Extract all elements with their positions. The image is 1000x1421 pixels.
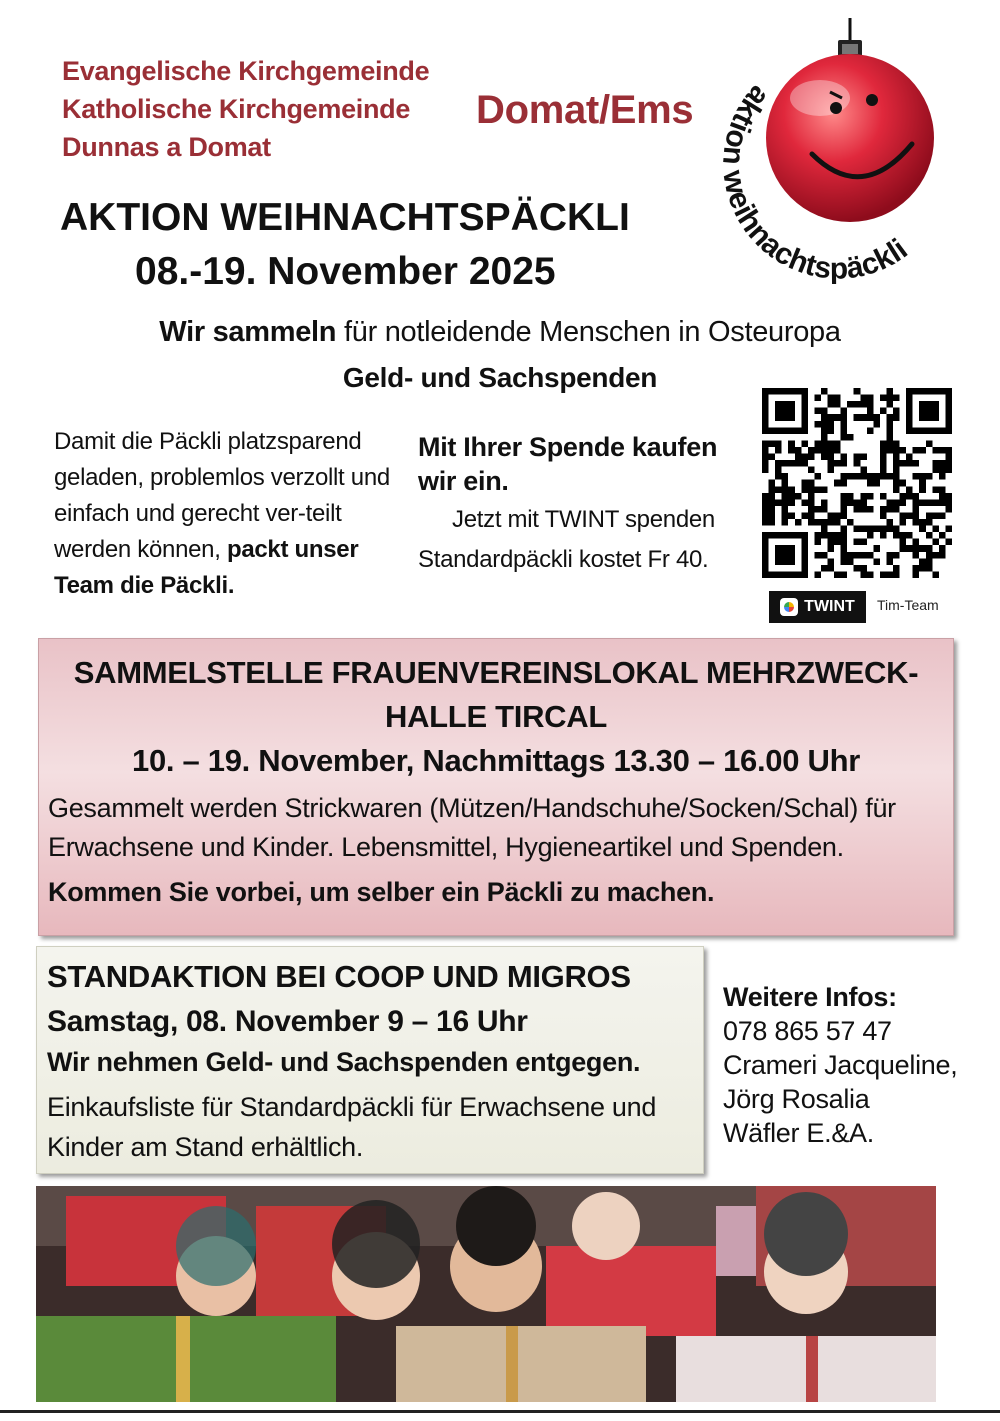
packing-bold: packt unser Team die Päckli. [54, 536, 359, 599]
logo-text: aktion weihnachtspäckli [716, 79, 914, 284]
place-name: Domat/Ems [476, 88, 694, 132]
twint-team: Tim-Team [877, 597, 939, 613]
price-text: Standardpäckli kostet Fr 40. [418, 546, 709, 573]
collection-invite: Kommen Sie vorbei, um selber ein Päckli zu machen. [48, 877, 715, 907]
twint-donate-text: Jetzt mit TWINT spenden [452, 506, 715, 533]
contact-heading: Weitere Infos: [723, 982, 897, 1012]
collection-text: Gesammelt werden Strickwaren (Mützen/Handschuhe/Socken/Schal) für Erwachsene und Kinder. Lebensmittel, Hygieneartikel und Spenden. [48, 793, 896, 862]
stand-sub: Wir nehmen Geld- und Sachspenden entgegen. [47, 1047, 641, 1077]
stand-text: Einkaufsliste für Standardpäckli für Erwachsene und Kinder am Stand erhältlich. [47, 1092, 657, 1162]
org-line: Evangelische Kirchgemeinde [62, 56, 430, 86]
collection-time: 10. – 19. November, Nachmittags 13.30 – 16.00 Uhr [132, 743, 860, 778]
contact-name: Crameri Jacqueline, [723, 1050, 958, 1080]
children-photo [36, 1186, 936, 1402]
page-title: AKTION WEIHNACHTSPÄCKLI [60, 196, 630, 239]
ornament-logo [712, 14, 952, 284]
organizations [62, 52, 429, 166]
twint-badge[interactable] [769, 591, 866, 623]
twint-logo-icon [780, 598, 798, 616]
qr-code[interactable] [762, 388, 952, 578]
bottom-rule [0, 1410, 1000, 1413]
contact-info [723, 980, 957, 1150]
purchase-heading: Mit Ihrer Spende kaufen wir ein. [418, 432, 718, 496]
stand-heading: STANDAKTION BEI COOP UND MIGROS [47, 959, 631, 994]
packing-text: Damit die Päckli platzsparend geladen, problemlos verzollt und einfach und gerecht ver-teilt werden können, [54, 428, 390, 563]
date-range: 08.-19. November 2025 [135, 250, 556, 293]
packing-paragraph [54, 424, 399, 604]
collect-rest: für notleidende Menschen in Osteuropa [336, 316, 841, 348]
org-line: Dunnas a Domat [62, 132, 271, 162]
collection-point-box [38, 638, 954, 936]
contact-name: Jörg Rosalia [723, 1084, 870, 1114]
stand-date: Samstag, 08. November 9 – 16 Uhr [47, 1005, 528, 1038]
contact-phone: 078 865 57 47 [723, 1016, 892, 1046]
twint-label: TWINT [804, 598, 855, 615]
contact-name: Wäfler E.&A. [723, 1118, 874, 1148]
collect-line [0, 316, 1000, 349]
donations-line: Geld- und Sachspenden [342, 362, 658, 393]
collect-bold: Wir sammeln [159, 316, 337, 348]
stand-box [36, 946, 704, 1174]
collection-heading: SAMMELSTELLE FRAUENVEREINSLOKAL MEHRZWECK-HALLE TIRCAL [73, 655, 919, 734]
org-line: Katholische Kirchgemeinde [62, 94, 411, 124]
